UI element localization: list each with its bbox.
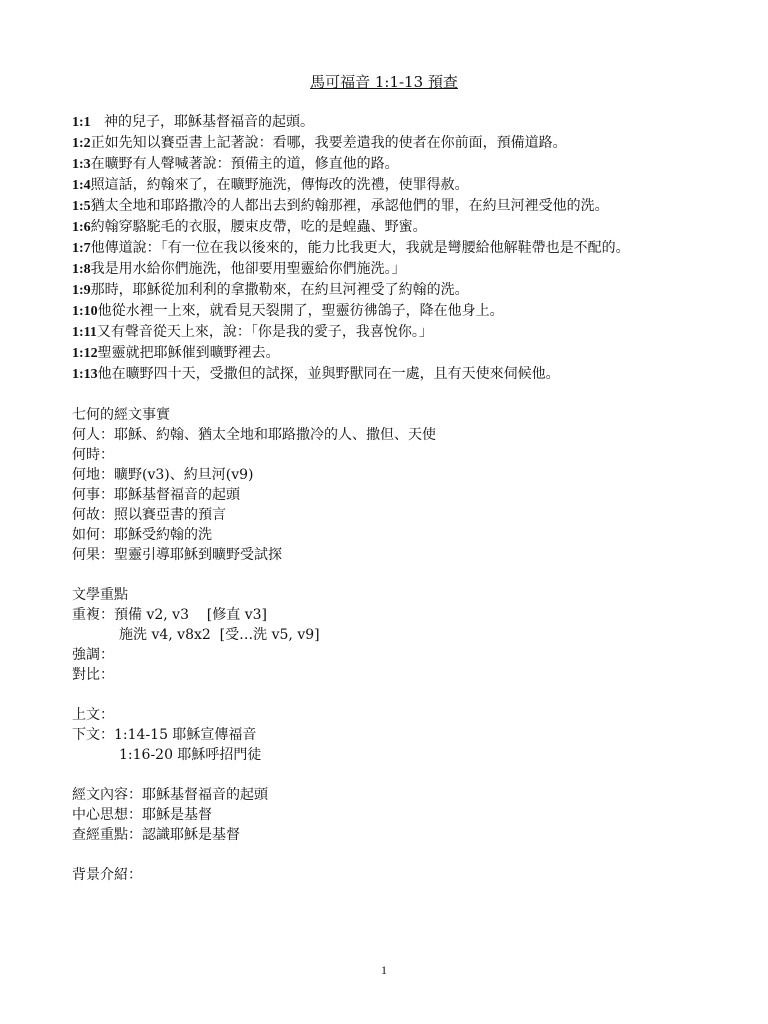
verse-line (72, 133, 696, 154)
verse-text: 又有聲音從天上來，說：「你是我的愛子，我喜悅你。」 (96, 324, 433, 340)
verse-text: 聖靈就把耶穌催到曠野裡去。 (97, 345, 280, 361)
verse-ref: 1:4 (72, 178, 91, 193)
page-number: 1 (381, 963, 387, 977)
fact-row (72, 485, 696, 505)
fact-row (72, 445, 696, 465)
repeat-row (72, 605, 696, 625)
verse-ref: 1:11 (72, 325, 97, 340)
verse-ref: 1:2 (72, 136, 91, 151)
literary-section (72, 585, 696, 685)
verse-line (72, 217, 696, 238)
verse-ref: 1:8 (72, 262, 91, 277)
verse-ref: 1:6 (72, 220, 91, 235)
verse-text: 他從水裡一上來，就看見天裂開了，聖靈彷彿鴿子，降在他身上。 (97, 303, 504, 319)
seven-w-section (72, 405, 696, 565)
verse-text: 猶太全地和耶路撒冷的人都出去到約翰那裡，承認他們的罪，在約旦河裡受他的洗。 (90, 198, 609, 214)
document-title: 馬可福音 1:1-13 預查 (310, 73, 458, 91)
verse-line (72, 154, 696, 175)
verse-line (72, 280, 696, 301)
verse-line (72, 175, 696, 196)
document-page (72, 72, 696, 885)
summary-label: 查經重點： (72, 827, 142, 843)
section-heading: 文學重點 (72, 587, 128, 603)
after-label: 下文： (72, 727, 114, 743)
summary-row (72, 825, 696, 845)
fact-value: 耶穌受約翰的洗 (114, 527, 212, 543)
verse-ref: 1:3 (72, 157, 91, 172)
verse-text: 我是用水給你們施洗，他卻要用聖靈給你們施洗。」 (90, 261, 406, 277)
summary-value: 認識耶穌是基督 (142, 827, 240, 843)
fact-label: 何果： (72, 547, 114, 563)
fact-row (72, 505, 696, 525)
verse-line (72, 343, 696, 364)
verse-text: 他傳道說：「有一位在我以後來的，能力比我更大，我就是彎腰給他解鞋帶也是不配的。 (90, 240, 630, 256)
fact-row (72, 465, 696, 485)
emphasis-label: 強調： (72, 647, 114, 663)
background-label: 背景介紹： (72, 867, 142, 883)
fact-value: 照以賽亞書的預言 (114, 507, 226, 523)
verse-line (72, 112, 696, 133)
verse-ref: 1:12 (72, 346, 98, 361)
context-section (72, 705, 696, 765)
verse-ref: 1:10 (72, 304, 98, 319)
fact-label: 如何： (72, 527, 114, 543)
fact-row (72, 425, 696, 445)
fact-row (72, 525, 696, 545)
verse-text: 在曠野有人聲喊著說：預備主的道，修直他的路。 (90, 156, 399, 172)
fact-value: 耶穌基督福音的起頭 (114, 487, 240, 503)
verse-ref: 1:7 (72, 241, 91, 256)
repeat-value: 預備 v2, v3 [修直 v3] (114, 607, 267, 623)
repeat-value: 施洗 v4, v8x2 [受…洗 v5, v9] (119, 627, 320, 643)
after-value: 1:16-20 耶穌呼招門徒 (119, 747, 262, 763)
verse-ref: 1:13 (72, 367, 98, 382)
summary-value: 耶穌基督福音的起頭 (142, 787, 268, 803)
verse-text: 正如先知以賽亞書上記著說：看哪，我要差遣我的使者在你前面，預備道路。 (90, 135, 567, 151)
summary-value: 耶穌是基督 (142, 807, 212, 823)
fact-label: 何事： (72, 487, 114, 503)
summary-row (72, 805, 696, 825)
contrast-label: 對比： (72, 667, 114, 683)
verse-ref: 1:5 (72, 199, 91, 214)
verse-text: 那時，耶穌從加利利的拿撒勒來，在約旦河裡受了約翰的洗。 (90, 282, 469, 298)
fact-label: 何時： (72, 447, 114, 463)
repeat-label: 重複： (72, 607, 114, 623)
after-value: 1:14-15 耶穌宣傳福音 (114, 727, 257, 743)
verse-line (72, 259, 696, 280)
fact-value: 聖靈引導耶穌到曠野受試探 (114, 547, 282, 563)
fact-value: 耶穌、約翰、猶太全地和耶路撒冷的人、撒但、天使 (114, 427, 436, 443)
verse-text: 他在曠野四十天，受撒但的試探，並與野獸同在一處，且有天使來伺候他。 (97, 366, 560, 382)
verse-text: 神的兒子，耶穌基督福音的起頭。 (104, 114, 314, 130)
fact-label: 何人： (72, 427, 114, 443)
summary-label: 中心思想： (72, 807, 142, 823)
verse-ref: 1:1 (72, 115, 91, 130)
summary-label: 經文內容： (72, 787, 142, 803)
fact-row (72, 545, 696, 565)
verse-line (72, 364, 696, 385)
summary-section (72, 785, 696, 845)
verse-list (72, 112, 696, 385)
verse-line (72, 238, 696, 259)
verse-line (72, 322, 696, 343)
summary-row (72, 785, 696, 805)
before-label: 上文： (72, 707, 114, 723)
verse-ref: 1:9 (72, 283, 91, 298)
verse-text: 照這話，約翰來了，在曠野施洗，傳悔改的洗禮，使罪得赦。 (90, 177, 469, 193)
verse-line (72, 196, 696, 217)
fact-value: 曠野(v3)、約旦河(v9) (114, 467, 254, 483)
fact-label: 何故： (72, 507, 114, 523)
fact-label: 何地： (72, 467, 114, 483)
verse-line (72, 301, 696, 322)
after-row (72, 725, 696, 745)
verse-text: 約翰穿駱駝毛的衣服，腰束皮帶，吃的是蝗蟲、野蜜。 (90, 219, 427, 235)
section-heading: 七何的經文事實 (72, 407, 170, 423)
